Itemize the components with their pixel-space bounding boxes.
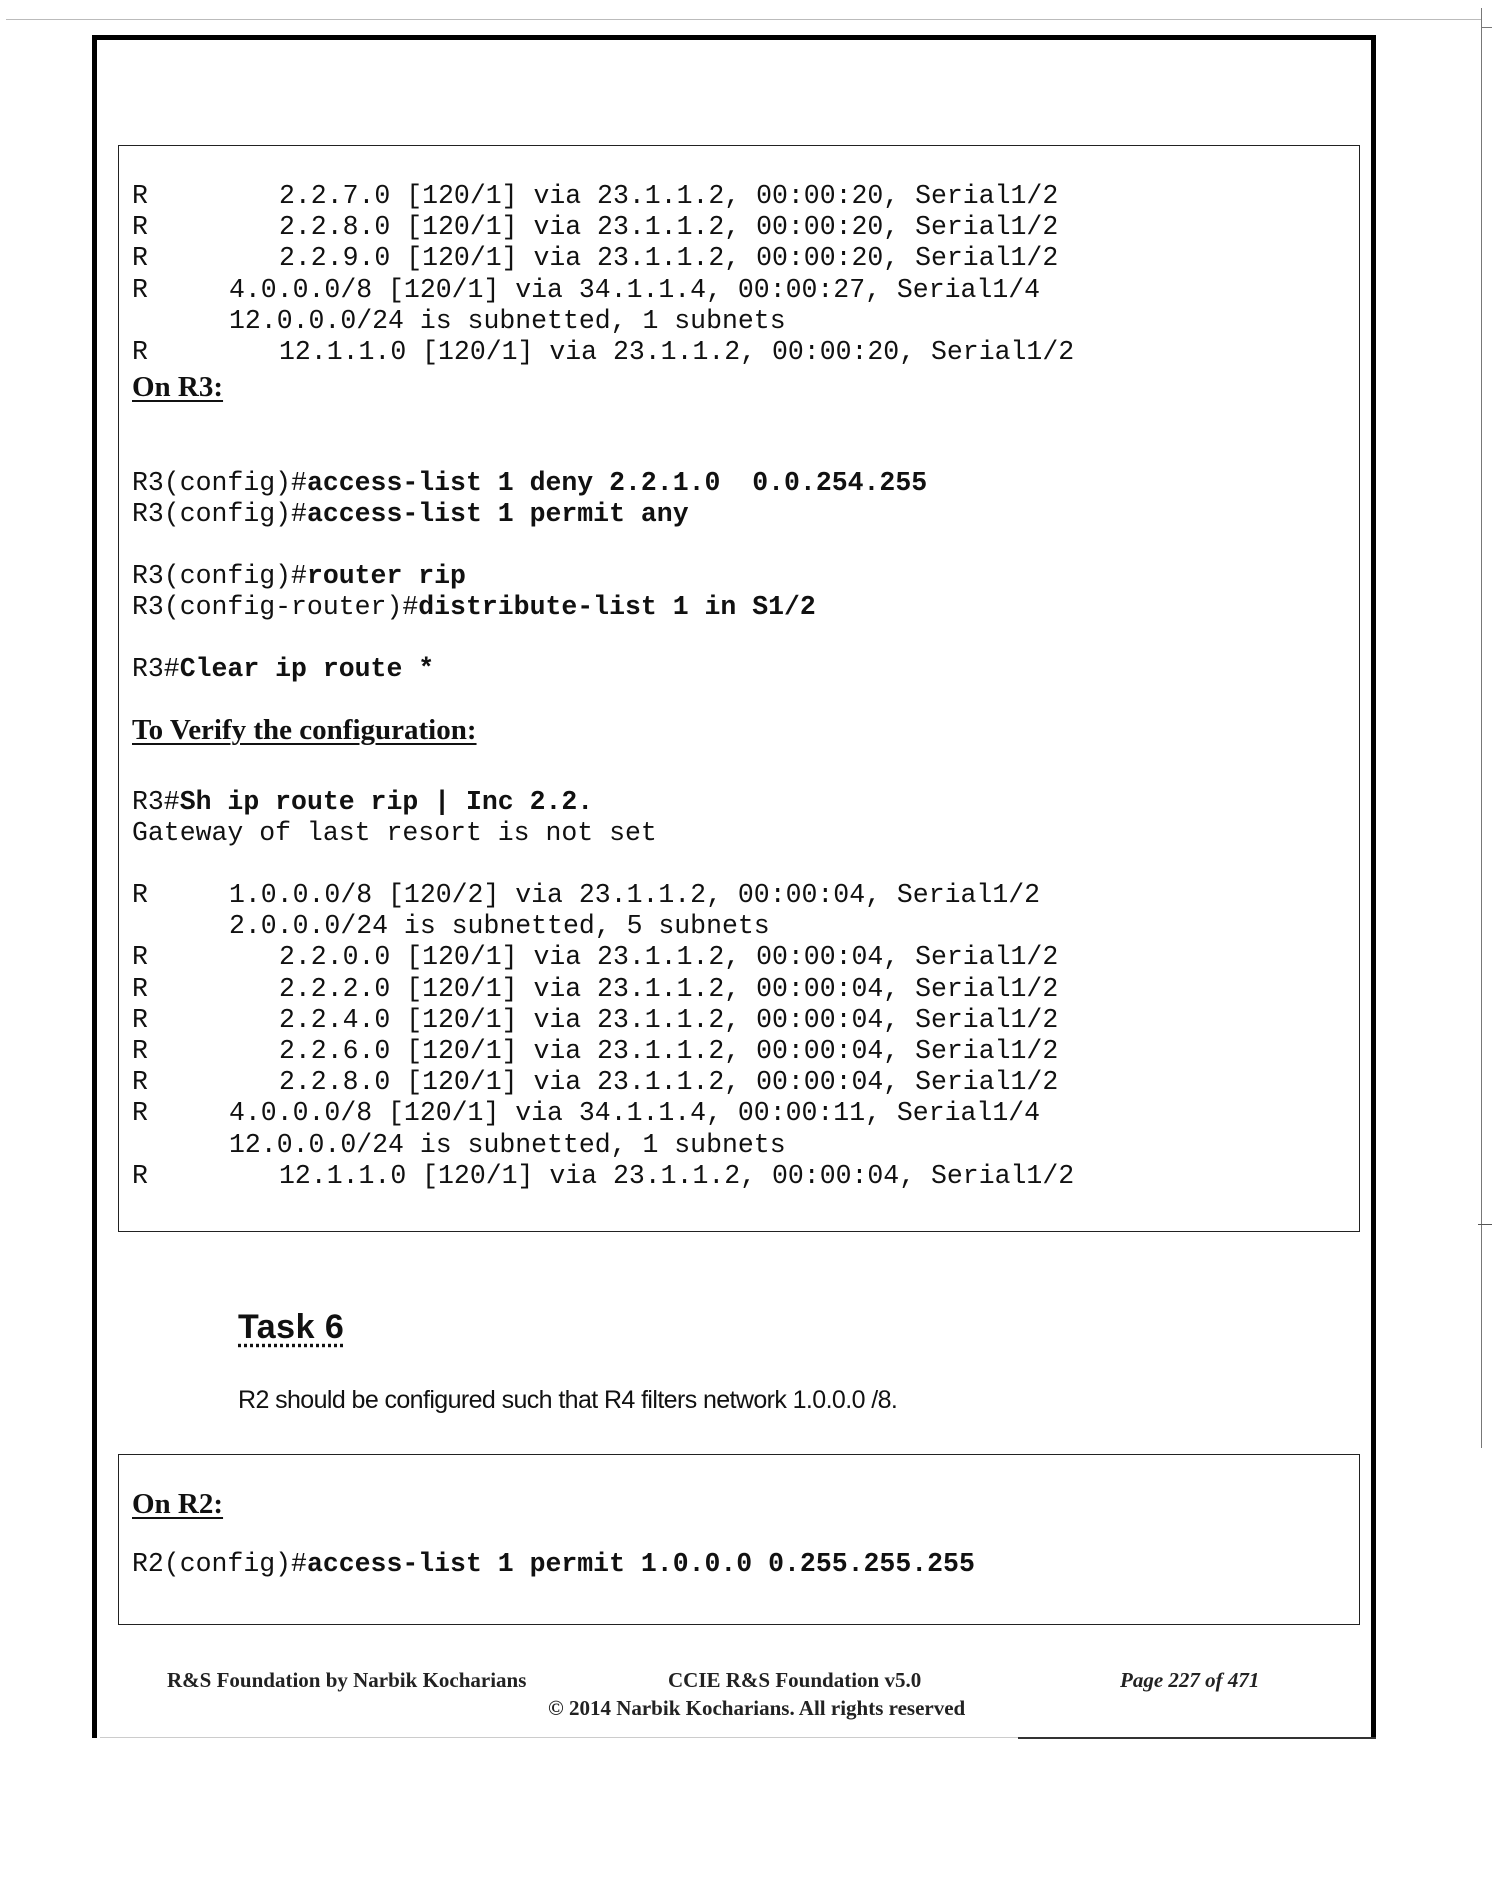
route-text: 2.2.9.0 [120/1] via 23.1.1.2, 00:00:20, Serial1/2 (279, 243, 1059, 274)
route-text: 4.0.0.0/8 [120/1] via 34.1.1.4, 00:00:11, Serial1/4 (229, 1098, 1041, 1129)
page-frame-bottom (1018, 1737, 1376, 1739)
footer-copyright: © 2014 Narbik Kocharians. All rights reserved (548, 1696, 966, 1720)
route-text: 2.2.7.0 [120/1] via 23.1.1.2, 00:00:20, Serial1/2 (279, 181, 1059, 211)
scan-edge (6, 19, 1481, 20)
route-code: R (132, 212, 148, 243)
route-text: 2.2.2.0 [120/1] via 23.1.1.2, 00:00:04, Serial1/2 (279, 973, 1059, 1004)
command-line: R3#Sh ip route rip | Inc 2.2. (132, 787, 594, 817)
route-code: R (132, 274, 148, 305)
scan-edge (1478, 1224, 1492, 1225)
route-text: 2.2.0.0 [120/1] via 23.1.1.2, 00:00:04, Serial1/2 (279, 942, 1059, 973)
route-code: R (132, 337, 148, 367)
code-block-r2 (118, 1454, 1360, 1625)
route-text: 2.2.8.0 [120/1] via 23.1.1.2, 00:00:04, Serial1/2 (279, 1067, 1059, 1098)
route-text: 1.0.0.0/8 [120/2] via 23.1.1.2, 00:00:04, Serial1/2 (229, 880, 1041, 910)
route-code: R (132, 1160, 148, 1191)
route-text: 12.1.1.0 [120/1] via 23.1.1.2, 00:00:04, Serial1/2 (279, 1160, 1075, 1191)
scan-edge (1481, 8, 1482, 1448)
footer-page-number: Page 227 of 471 (1120, 1668, 1260, 1692)
route-text: 2.2.8.0 [120/1] via 23.1.1.2, 00:00:20, Serial1/2 (279, 212, 1059, 243)
heading-on-r3: On R3: (132, 371, 224, 403)
route-text: 12.0.0.0/24 is subnetted, 1 subnets (229, 305, 786, 336)
route-code: R (132, 1098, 148, 1129)
command-line: R3(config)#access-list 1 deny 2.2.1.0 0.0.254.255 (132, 468, 928, 498)
command-line: R3(config)#router rip (132, 561, 466, 591)
route-code: R (132, 1067, 148, 1098)
route-code: R (132, 243, 148, 274)
footer-book-title: CCIE R&S Foundation v5.0 (668, 1668, 922, 1692)
route-text: 2.0.0.0/24 is subnetted, 5 subnets (229, 911, 770, 942)
footer-author: R&S Foundation by Narbik Kocharians (167, 1668, 527, 1692)
route-code: R (132, 181, 148, 211)
heading-on-r2: On R2: (132, 1488, 224, 1520)
page-frame-bottom (100, 1737, 1018, 1738)
route-code: R (132, 880, 148, 910)
task-description: R2 should be configured such that R4 filters network 1.0.0.0 /8. (238, 1386, 898, 1414)
command-line: R3#Clear ip route * (132, 654, 435, 684)
command-line: R2(config)#access-list 1 permit 1.0.0.0 0.255.255.255 (132, 1549, 975, 1579)
heading-verify: To Verify the configuration: (132, 714, 477, 746)
scan-edge (1482, 27, 1492, 28)
route-text: 12.0.0.0/24 is subnetted, 1 subnets (229, 1129, 786, 1160)
route-text: 2.2.6.0 [120/1] via 23.1.1.2, 00:00:04, Serial1/2 (279, 1036, 1059, 1066)
task-title: Task 6 (238, 1308, 345, 1346)
route-code: R (132, 1036, 148, 1066)
route-text: 12.1.1.0 [120/1] via 23.1.1.2, 00:00:20, Serial1/2 (279, 337, 1075, 367)
route-text: 4.0.0.0/8 [120/1] via 34.1.1.4, 00:00:27, Serial1/4 (229, 274, 1041, 305)
route-code: R (132, 1004, 148, 1035)
route-code: R (132, 973, 148, 1004)
command-line: R3(config)#access-list 1 permit any (132, 499, 689, 529)
route-code: R (132, 942, 148, 973)
gateway-line: Gateway of last resort is not set (132, 818, 657, 848)
command-line: R3(config-router)#distribute-list 1 in S1/2 (132, 592, 816, 622)
code-block-r3 (118, 145, 1360, 1232)
route-text: 2.2.4.0 [120/1] via 23.1.1.2, 00:00:04, Serial1/2 (279, 1004, 1059, 1035)
